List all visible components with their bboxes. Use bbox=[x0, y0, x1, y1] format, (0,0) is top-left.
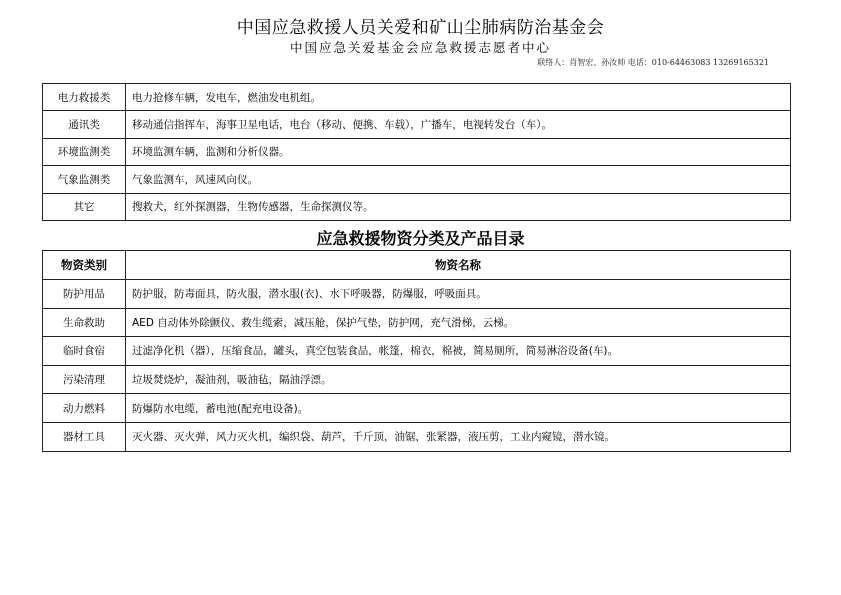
items-cell: 过滤净化机（器），压缩食品，罐头，真空包装食品，帐篷，棉衣，棉被，简易厕所，简易淋浴设备(车)。 bbox=[126, 337, 791, 366]
table-row bbox=[43, 308, 791, 337]
header-title: 中国应急救援人员关爱和矿山尘肺病防治基金会 bbox=[236, 18, 605, 38]
category-cell: 环境监测类 bbox=[43, 138, 126, 165]
items-cell: 环境监测车辆，监测和分析仪器。 bbox=[126, 138, 791, 165]
category-cell: 器材工具 bbox=[43, 422, 126, 451]
table-row bbox=[43, 337, 791, 366]
category-header: 物资类别 bbox=[43, 251, 126, 280]
items-cell: 防护服，防毒面具，防火服，潜水服(衣)、水下呼吸器，防爆服，呼吸面具。 bbox=[126, 280, 791, 309]
items-cell: 垃圾焚烧炉，凝油剂，吸油毡，隔油浮漂。 bbox=[126, 365, 791, 394]
table-row bbox=[43, 166, 791, 193]
supplies-catalog-table bbox=[42, 250, 791, 452]
category-cell: 其它 bbox=[43, 193, 126, 220]
table-row bbox=[43, 394, 791, 423]
items-cell: 灭火器、灭火弹，风力灭火机，编织袋、葫芦，千斤顶，油锯，张紧器，液压剪，工业内窥镜，潜水镜。 bbox=[126, 422, 791, 451]
category-cell: 防护用品 bbox=[43, 280, 126, 309]
table-row bbox=[43, 111, 791, 138]
table-row bbox=[43, 280, 791, 309]
items-cell: 移动通信指挥车，海事卫星电话，电台（移动、便携、车载），广播车，电视转发台（车）。 bbox=[126, 111, 791, 138]
items-header: 物资名称 bbox=[126, 251, 791, 280]
header-contact: 联络人：肖智宏、孙汝帅 电话：010-64463083 13269165321 bbox=[537, 58, 769, 67]
table-row bbox=[43, 365, 791, 394]
supplies-table-continued bbox=[42, 83, 791, 221]
table-row bbox=[43, 138, 791, 165]
category-cell: 污染清理 bbox=[43, 365, 126, 394]
table-row bbox=[43, 193, 791, 220]
items-cell: 防爆防水电缆，蓄电池(配充电设备)。 bbox=[126, 394, 791, 423]
items-cell: AED 自动体外除颤仪、救生缆索，减压舱，保护气垫，防护网，充气滑梯，云梯。 bbox=[126, 308, 791, 337]
table-header-row bbox=[43, 251, 791, 280]
section-title: 应急救援物资分类及产品目录 bbox=[316, 229, 525, 248]
category-cell: 动力燃料 bbox=[43, 394, 126, 423]
table-row bbox=[43, 84, 791, 111]
category-cell: 电力救援类 bbox=[43, 84, 126, 111]
header-subtitle: 中国应急关爱基金会应急救援志愿者中心 bbox=[289, 40, 551, 55]
category-cell: 生命救助 bbox=[43, 308, 126, 337]
category-cell: 气象监测类 bbox=[43, 166, 126, 193]
category-cell: 通讯类 bbox=[43, 111, 126, 138]
items-cell: 气象监测车，风速风向仪。 bbox=[126, 166, 791, 193]
items-cell: 搜救犬，红外探测器，生物传感器，生命探测仪等。 bbox=[126, 193, 791, 220]
table-row bbox=[43, 422, 791, 451]
category-cell: 临时食宿 bbox=[43, 337, 126, 366]
items-cell: 电力抢修车辆，发电车，燃油发电机组。 bbox=[126, 84, 791, 111]
